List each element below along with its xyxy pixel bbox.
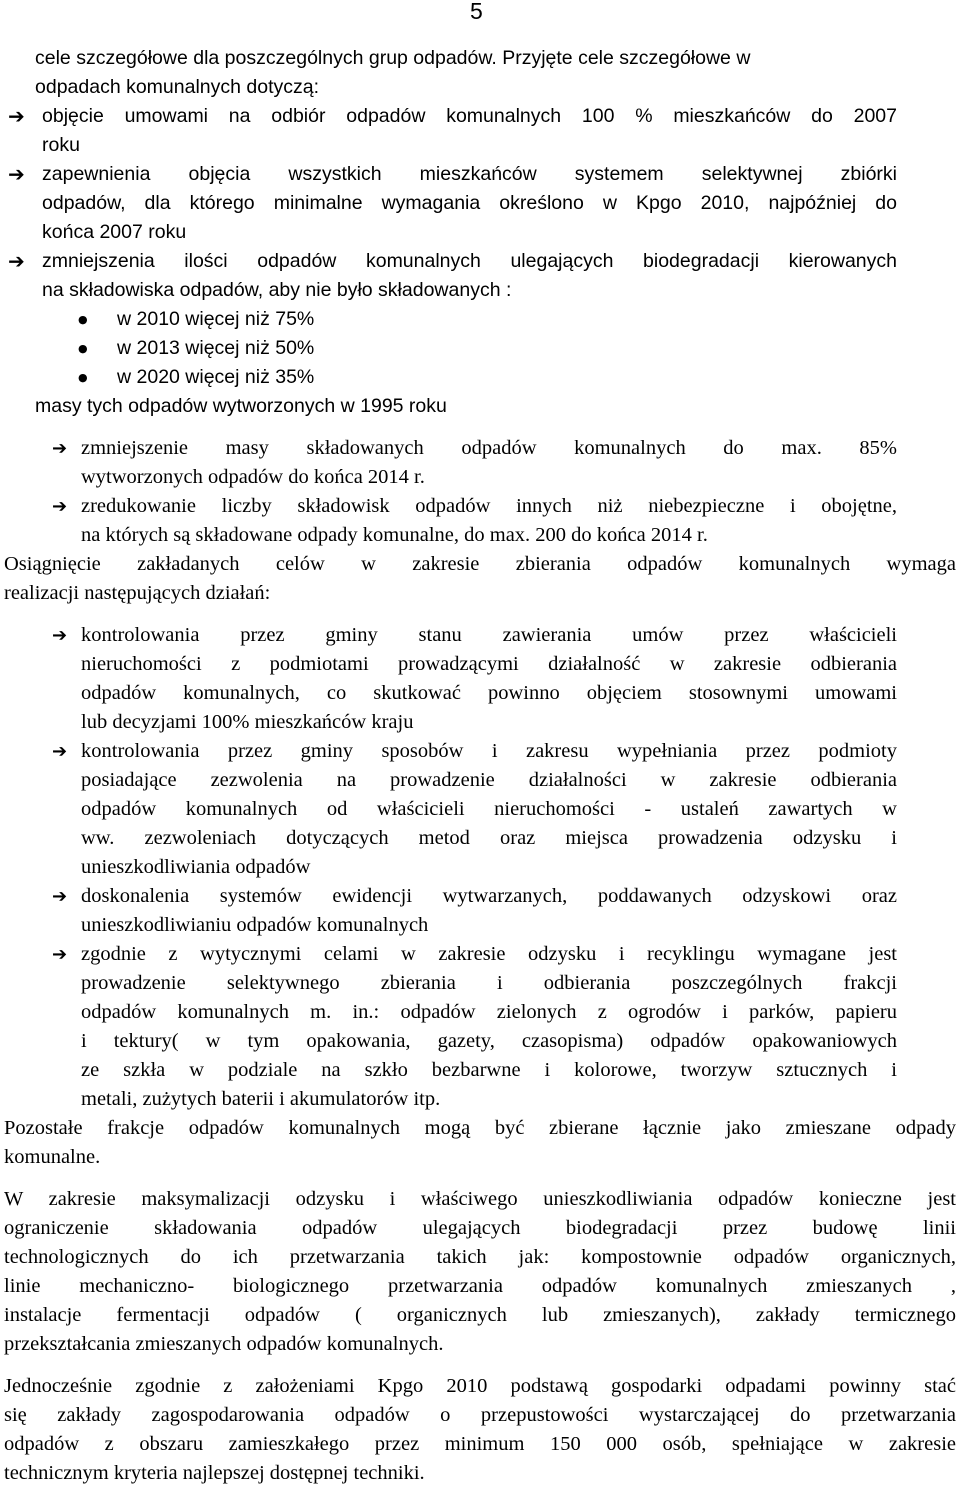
arrow-right-icon: ➔	[52, 496, 68, 517]
plants-line: odpadów z obszaru zamieszkałego przez minimum 150 000 osób, spełniające w zakresie	[4, 1433, 956, 1455]
plants-line: technicznym kryteria najlepszej dostępnej techniki.	[4, 1462, 425, 1484]
goal-line: na składowiska odpadów, aby nie było składowanych :	[42, 279, 512, 301]
reduction-line: zredukowanie liczby składowisk odpadów innych niż niebezpieczne i obojętne,	[81, 495, 897, 517]
recovery-line: W zakresie maksymalizacji odzysku i właściwego unieszkodliwiania odpadów konieczne jest	[4, 1188, 956, 1210]
action-line: unieszkodliwiania odpadów	[81, 856, 311, 878]
intro-line: odpadach komunalnych dotyczą:	[35, 76, 320, 98]
action-line: prowadzenie selektywnego zbierania i odbierania poszczególnych frakcji	[81, 972, 897, 994]
action-line: ww. zezwoleniach dotyczących metod oraz miejsca prowadzenia odzysku i	[81, 827, 897, 849]
arrow-right-icon: ➔	[8, 104, 25, 128]
limit-item: w 2013 więcej niż 50%	[117, 337, 315, 359]
bullet-icon: ●	[78, 371, 88, 384]
goal-line: odpadów, dla którego minimalne wymagania określono w Kpgo 2010, najpóźniej do	[42, 192, 897, 214]
arrow-right-icon: ➔	[52, 886, 68, 907]
action-line: metali, zużytych baterii i akumulatorów itp.	[81, 1088, 441, 1110]
action-line: unieszkodliwianiu odpadów komunalnych	[81, 914, 429, 936]
goal-line: objęcie umowami na odbiór odpadów komunalnych 100 % mieszkańców do 2007	[42, 105, 897, 127]
reduction-line: na których są składowane odpady komunalne, do max. 200 do końca 2014 r.	[81, 524, 708, 546]
remaining-line: komunalne.	[4, 1146, 101, 1168]
action-line: nieruchomości z podmiotami prowadzącymi działalność w zakresie odbierania	[81, 653, 897, 675]
action-line: kontrolowania przez gminy sposobów i zakresu wypełniania przez podmioty	[81, 740, 897, 762]
limit-item: w 2010 więcej niż 75%	[117, 308, 315, 330]
recovery-line: linie mechaniczno- biologicznego przetwarzania odpadów komunalnych zmieszanych ,	[4, 1275, 956, 1297]
limit-item: w 2020 więcej niż 35%	[117, 366, 315, 388]
arrow-right-icon: ➔	[52, 741, 68, 762]
action-line: lub decyzjami 100% mieszkańców kraju	[81, 711, 414, 733]
bullet-icon: ●	[78, 342, 88, 355]
action-line: i tektury( w tym opakowania, gazety, czasopisma) odpadów opakowaniowych	[81, 1030, 897, 1052]
bullet-icon: ●	[78, 313, 88, 326]
achieve-line: Osiągnięcie zakładanych celów w zakresie zbierania odpadów komunalnych wymaga	[4, 553, 956, 575]
action-line: zgodnie z wytycznymi celami w zakresie odzysku i recyklingu wymagane jest	[81, 943, 897, 965]
recovery-line: przekształcania zmieszanych odpadów komunalnych.	[4, 1333, 444, 1355]
plants-line: Jednocześnie zgodnie z założeniami Kpgo 2010 podstawą gospodarki odpadami powinny stać	[4, 1375, 956, 1397]
goal-line: roku	[42, 134, 80, 156]
achieve-line: realizacji następujących działań:	[4, 582, 271, 604]
action-line: odpadów komunalnych, co skutkować powinno objęciem stosownymi umowami	[81, 682, 897, 704]
action-line: doskonalenia systemów ewidencji wytwarzanych, poddawanych odzyskowi oraz	[81, 885, 897, 907]
recovery-line: ograniczenie składowania odpadów ulegających biodegradacji przez budowę linii	[4, 1217, 956, 1239]
plants-line: się zakłady zagospodarowania odpadów o przepustowości wystarczającej do przetwarzania	[4, 1404, 956, 1426]
page-number: 5	[470, 0, 483, 24]
reduction-line: zmniejszenie masy składowanych odpadów komunalnych do max. 85%	[81, 437, 897, 459]
action-line: odpadów komunalnych od właścicieli nieruchomości - ustaleń zawartych w	[81, 798, 897, 820]
recovery-line: instalacje fermentacji odpadów ( organicznych lub zmieszanych), zakłady termicznego	[4, 1304, 956, 1326]
goal-line: zmniejszenia ilości odpadów komunalnych ulegających biodegradacji kierowanych	[42, 250, 897, 272]
arrow-right-icon: ➔	[8, 249, 25, 273]
arrow-right-icon: ➔	[52, 625, 68, 646]
recovery-line: technologicznych do ich przetwarzania takich jak: kompostownie odpadów organicznych,	[4, 1246, 956, 1268]
goal-line: końca 2007 roku	[42, 221, 187, 243]
action-line: odpadów komunalnych m. in.: odpadów zielonych z ogrodów i parków, papieru	[81, 1001, 897, 1023]
arrow-right-icon: ➔	[52, 438, 68, 459]
intro-line: cele szczegółowe dla poszczególnych grup odpadów. Przyjęte cele szczegółowe w	[35, 47, 751, 69]
arrow-right-icon: ➔	[52, 944, 68, 965]
reduction-line: wytworzonych odpadów do końca 2014 r.	[81, 466, 425, 488]
mass-note: masy tych odpadów wytworzonych w 1995 roku	[35, 395, 447, 417]
action-line: kontrolowania przez gminy stanu zawierania umów przez właścicieli	[81, 624, 897, 646]
remaining-line: Pozostałe frakcje odpadów komunalnych mogą być zbierane łącznie jako zmieszane odpady	[4, 1117, 956, 1139]
arrow-right-icon: ➔	[8, 162, 25, 186]
action-line: posiadające zezwolenia na prowadzenie działalności w zakresie odbierania	[81, 769, 897, 791]
goal-line: zapewnienia objęcia wszystkich mieszkańców systemem selektywnej zbiórki	[42, 163, 897, 185]
action-line: ze szkła w podziale na szkło bezbarwne i kolorowe, tworzyw sztucznych i	[81, 1059, 897, 1081]
